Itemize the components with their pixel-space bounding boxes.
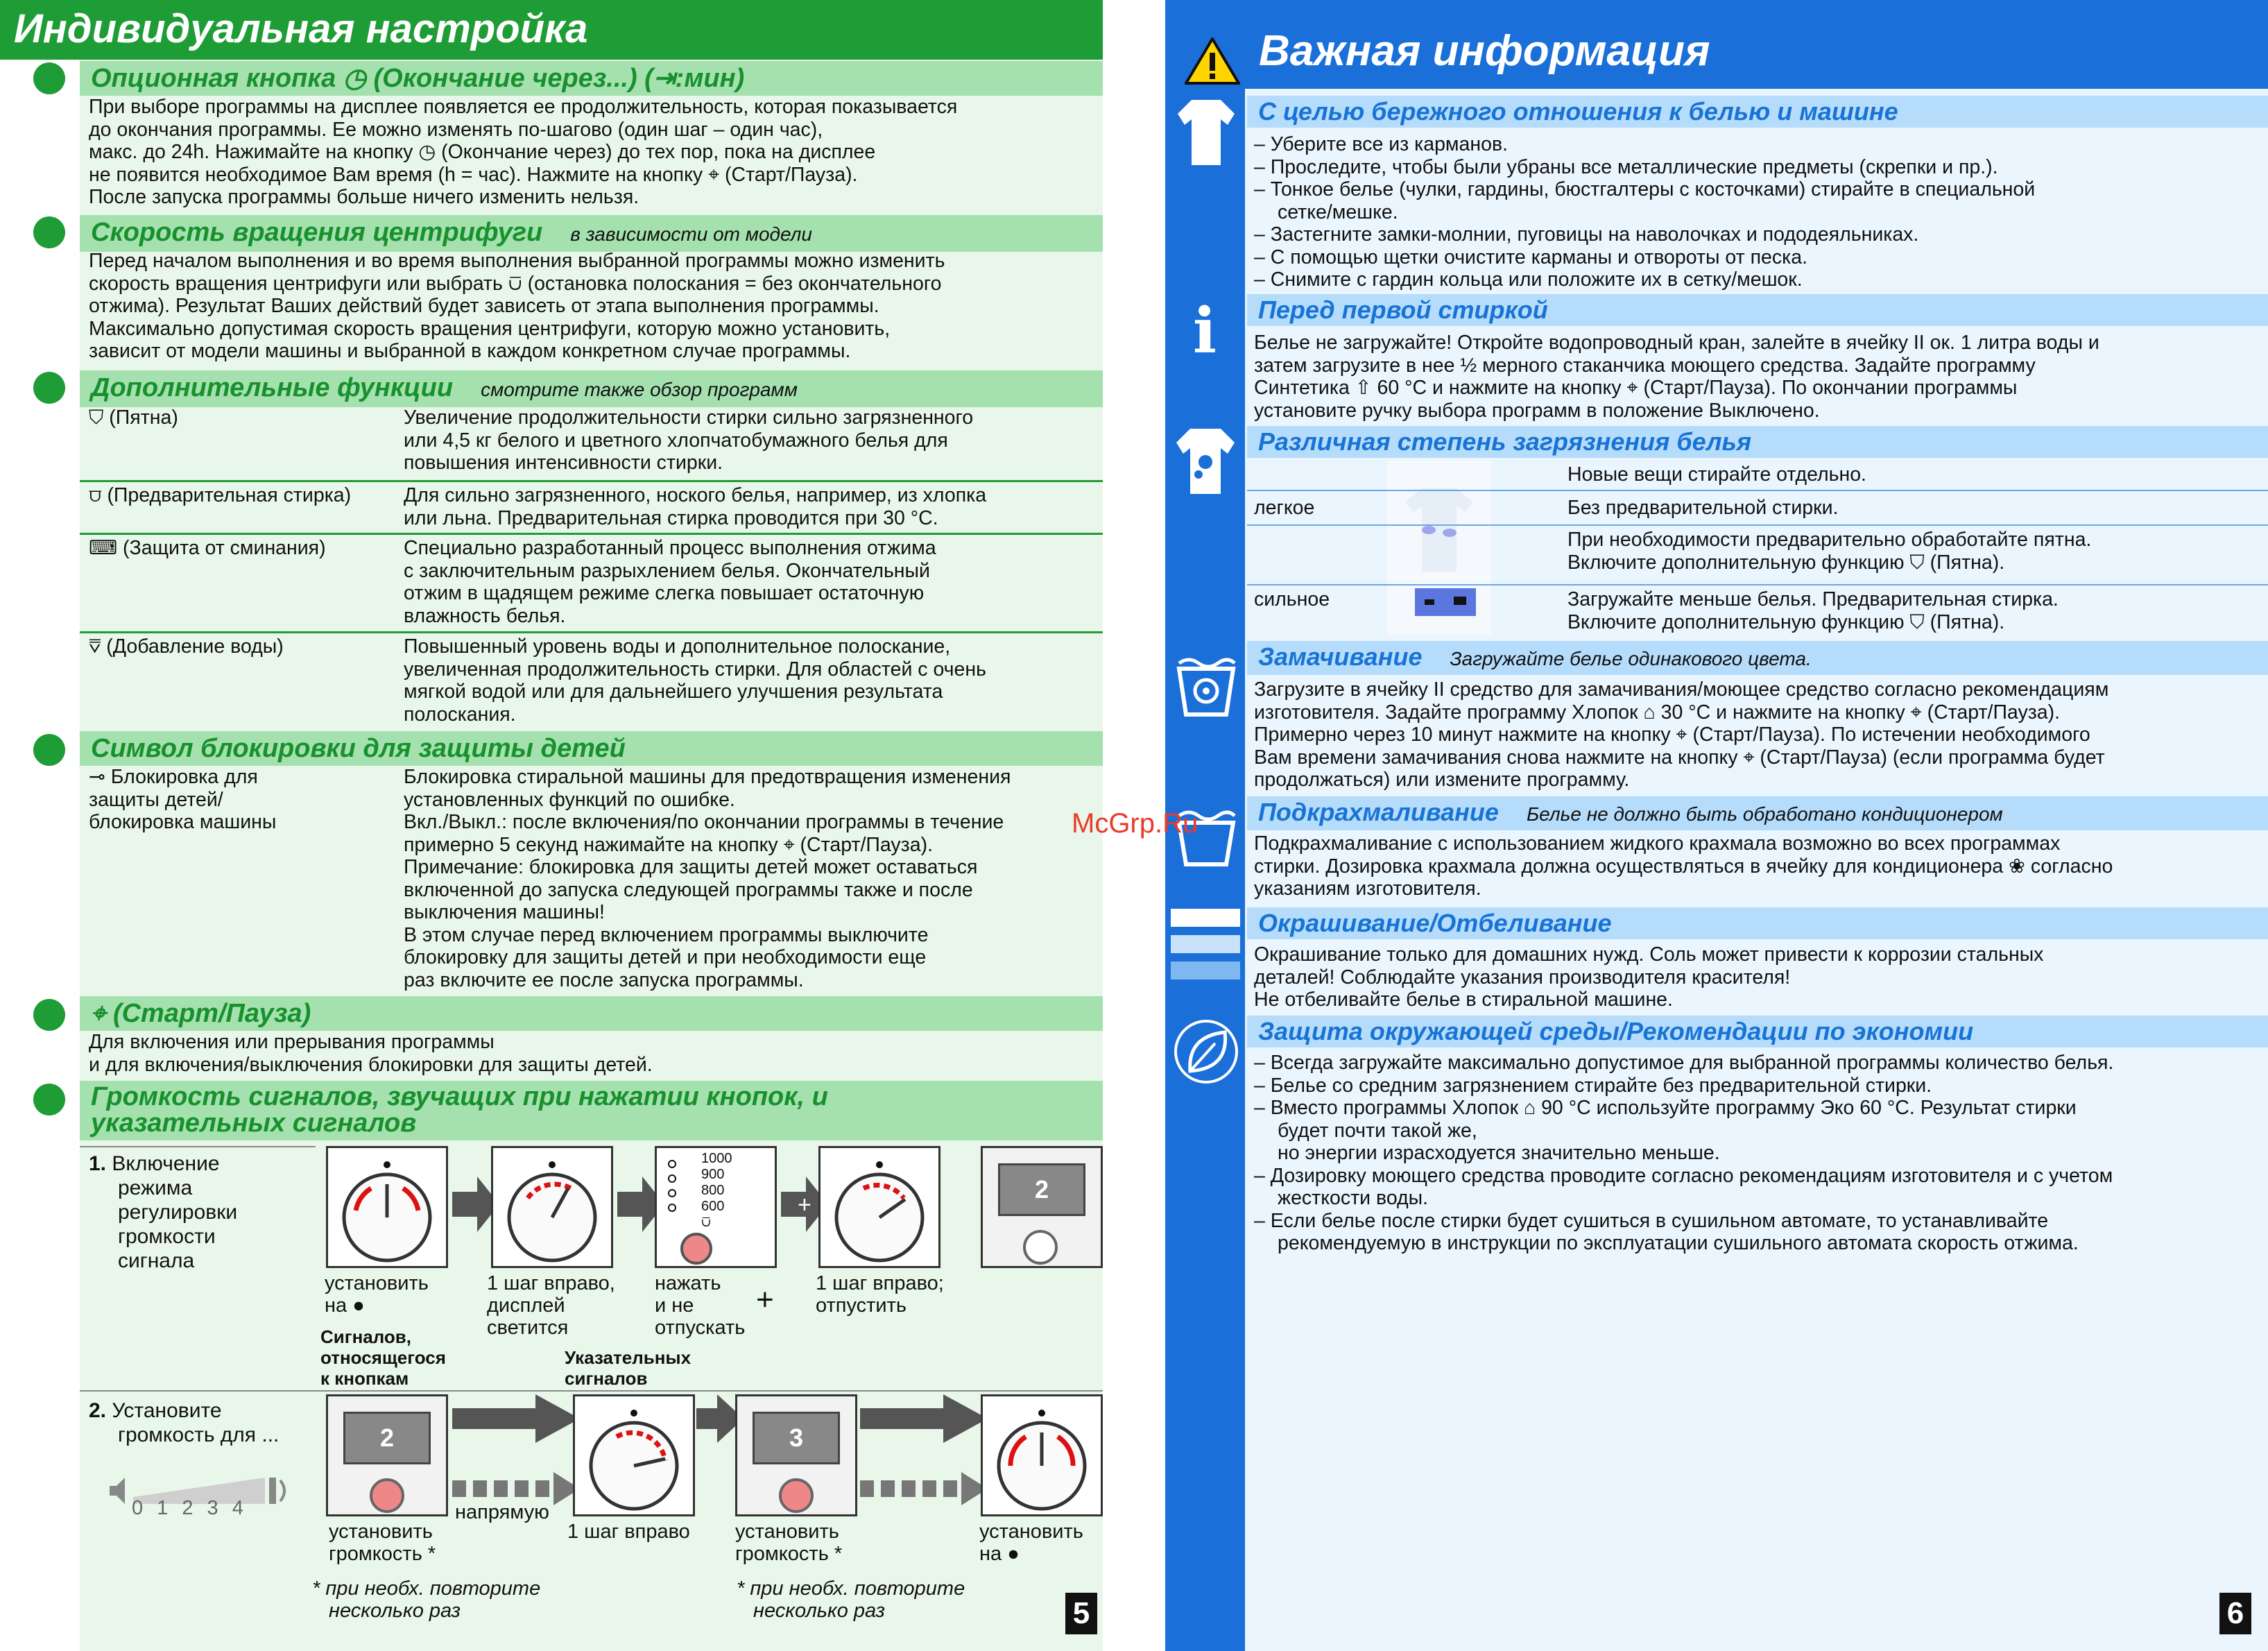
arrow-icon bbox=[452, 1394, 581, 1443]
section-title: Перед первой стиркой bbox=[1247, 294, 2268, 326]
divider bbox=[80, 480, 1103, 482]
page-number: 5 bbox=[1065, 1593, 1097, 1634]
page-title: Индивидуальная настройка bbox=[0, 0, 1103, 60]
section-title: С целью бережного отношения к белью и машине bbox=[1247, 96, 2268, 128]
warning-icon bbox=[1185, 37, 1240, 86]
section-title: Подкрахмаливание Белье не должно быть обработано кондиционером bbox=[1247, 796, 2268, 830]
soil-text: При необходимости предварительно обработайте пятна. Включите дополнительную функцию ⛉ (Пятна). bbox=[1567, 529, 2092, 574]
speed-panel bbox=[655, 1146, 777, 1268]
bullet bbox=[33, 216, 65, 248]
function-desc: Увеличение продолжительности стирки сильно загрязненного или 4,5 кг белого и цветного хлопчатобумажного белья для повышения интенсивности стирки. bbox=[404, 407, 974, 474]
program-button[interactable] bbox=[370, 1478, 404, 1513]
section-title: Опционная кнопка ◷ (Окончание через...) (⇥:мин) bbox=[80, 61, 1103, 96]
left-page bbox=[0, 0, 1103, 1651]
soil-level: сильное bbox=[1254, 588, 1330, 610]
knob-icon bbox=[983, 1396, 1101, 1514]
footnote: * при необх. повторите несколько раз bbox=[312, 1577, 541, 1622]
section-text: Блокировка стиральной машины для предотвращения изменения установленных функций по ошибке. Вкл./Выкл.: после включения/по окончании программы в течение примерно 5 секунд нажимайте на кнопку ⌖ (Старт/Пауза). Примечание: блокировка для защиты детей может оставаться включенной до запуска следующей программы также и после выключения машины! В этом случае перед включением программы выключите блокировку для защиты детей и при необходимости еще раз включите ее после запуска программы. bbox=[404, 766, 1011, 991]
section-text: – Уберите все из карманов. – Проследите, чтобы были убраны все металлические предметы (скрепки и пр.). – Тонкое белье (чулки, гардины, бюстгалтеры с косточками) стирайте в специальной сетке/мешке. – Застегните замки-молнии, пуговицы на наволочках и пододеяльниках. – С помощью щетки очистите карманы и отвороты от песка. – Снимите с гардин кольца или положите их в сетку/мешок. bbox=[1254, 133, 2036, 291]
step-caption: напрямую bbox=[455, 1501, 549, 1523]
section-text: При выборе программы на дисплее появляется ее продолжительность, которая показывается до окончания программы. Ее можно изменять по-шагово (один шаг – один час), макс. до 24h. Нажимайте на кнопку ◷ (Окончание через) до тех пор, пока на дисплее не появится необходимое Вам время (h = час). Нажмите на кнопку ⌖ (Старт/Пауза). После запуска программы больше ничего изменить нельзя. bbox=[89, 96, 958, 208]
display-readout: 2 bbox=[998, 1163, 1085, 1216]
leaf-icon bbox=[1174, 1016, 1239, 1088]
section-title: Скорость вращения центрифуги в зависимости от модели bbox=[80, 215, 1103, 252]
knob-icon bbox=[493, 1148, 611, 1266]
watermark: McGrp.Ru bbox=[1072, 808, 1199, 839]
display-panel-1 bbox=[981, 1146, 1103, 1268]
display-readout: 3 bbox=[753, 1412, 840, 1464]
divider bbox=[1247, 584, 2268, 585]
plus-sign: + bbox=[756, 1283, 774, 1317]
section-text: Перед началом выполнения и во время выполнения выбранной программы можно изменить скорость вращения центрифуги или выбрать ⩂ (остановка полоскания = без окончательного отжима). Результат Ваших действий будет зависеть от этапа выполнения программы. Максимально допустимая скорость вращения центрифуги, которую можно установить, зависит от модели машины и выбранной в каждом конкретном случае программы. bbox=[89, 250, 945, 362]
function-desc: Специально разработанный процесс выполнения отжима с заключительным разрыхлением белья. Окончательный отжим в щадящем режиме слегка повышает остаточную влажность белья. bbox=[404, 537, 936, 627]
step-caption: 1 шаг вправо, дисплей светится bbox=[487, 1272, 615, 1339]
stain-scale-icon bbox=[1387, 461, 1491, 634]
step-caption: 1 шаг вправо; отпустить bbox=[816, 1272, 944, 1317]
divider bbox=[80, 1146, 316, 1147]
function-desc: Повышенный уровень воды и дополнительное полоскание, увеличенная продолжительность стирки. Для областей с очень мягкой водой или для дальнейшего улучшения результата полоскания. bbox=[404, 635, 986, 726]
bullet bbox=[33, 999, 65, 1031]
divider bbox=[1247, 524, 2268, 526]
page-title: Важная информация bbox=[1259, 27, 1710, 75]
stained-shirt-icon bbox=[1175, 425, 1237, 497]
soil-text: Новые вещи стирайте отдельно. bbox=[1567, 463, 1866, 486]
section-title: Дополнительные функции смотрите также обзор программ bbox=[80, 370, 1103, 407]
volume-scale: 0 1 2 3 4 bbox=[132, 1497, 248, 1519]
section-title: ⌖ (Старт/Пауза) bbox=[80, 996, 1103, 1031]
section-title: Замачивание Загружайте белье одинакового цвета. bbox=[1247, 641, 2268, 675]
display-panel-3 bbox=[735, 1394, 857, 1516]
knob-icon bbox=[575, 1396, 693, 1514]
function-name: ⩌ (Предварительная стирка) bbox=[89, 484, 352, 506]
section-title: Символ блокировки для защиты детей bbox=[80, 731, 1103, 766]
step-caption: установить на ● bbox=[979, 1521, 1083, 1565]
section-text: – Всегда загружайте максимально допустимое для выбранной программы количество белья. – Белье со средним загрязнением стирайте без предварительной стирки. – Вместо программы Хлопок ⌂ 90 °С используйте программу Эко 60 °С. Результат стирки будет почти такой же, но энергии израсходуется значительно меньше. – Дозировку моющего средства проводите согласно рекомендациям изготовителя и с учетом жесткости воды. – Если белье после стирки будет сушиться в сушильном автомате, то устанавливайте рекомендуемую в инструкции по эксплуатации сушильного автомата скорость отжима. bbox=[1254, 1052, 2114, 1254]
group-label: Сигналов, относящегося к кнопкам bbox=[320, 1326, 446, 1389]
display-readout: 2 bbox=[343, 1412, 431, 1464]
dial-panel-3 bbox=[818, 1146, 940, 1268]
function-name: ⩢ (Добавление воды) bbox=[89, 635, 284, 658]
divider bbox=[80, 1390, 1103, 1392]
bullet bbox=[33, 1084, 65, 1115]
bullet bbox=[33, 734, 65, 766]
page-number: 6 bbox=[2219, 1593, 2251, 1634]
divider bbox=[1247, 490, 2268, 491]
dye-icon bbox=[1171, 909, 1240, 981]
dial-panel-1 bbox=[326, 1146, 448, 1268]
knob-icon bbox=[821, 1148, 938, 1266]
step-caption: установить на ● bbox=[325, 1272, 429, 1317]
function-desc: Для сильно загрязненного, ноского белья, например, из хлопка или льна. Предварительная стирка проводится при 30 °С. bbox=[404, 484, 987, 529]
section-text: Загрузите в ячейку II средство для замачивания/моющее средство согласно рекомендациям изготовителя. Задайте программу Хлопок ⌂ 30 °С и нажмите на кнопку ⌖ (Старт/Пауза). Примерно через 10 минут нажмите на кнопку ⌖ (Старт/Пауза). По истечении необходимого Вам времени замачивания снова нажмите на кнопку ⌖ (Старт/Пауза) (если программа будет продолжаться) или измените программу. bbox=[1254, 678, 2109, 791]
display-panel-2 bbox=[326, 1394, 448, 1516]
section-text: Белье не загружайте! Откройте водопроводный кран, залейте в ячейку II ок. 1 литра воды и затем загрузите в нее ½ мерного стаканчика моющего средства. Задайте программу Синтетика ⇧ 60 °С и нажмите на кнопку ⌖ (Старт/Пауза). По окончании программы установите ручку выбора программ в положение Выключено. bbox=[1254, 332, 2099, 422]
step-caption: установить громкость * bbox=[735, 1521, 843, 1565]
dial-panel-4 bbox=[573, 1394, 695, 1516]
soil-text: Без предварительной стирки. bbox=[1567, 497, 1839, 519]
section-text: Окрашивание только для домашних нужд. Соль может привести к коррозии стальных деталей! Соблюдайте указания производителя красителя! Не отбеливайте белье в стиральной машине. bbox=[1254, 943, 2044, 1011]
step-caption: 1 шаг вправо bbox=[567, 1521, 690, 1543]
function-name: ⌨ (Защита от сминания) bbox=[89, 537, 326, 559]
dial-panel-2 bbox=[491, 1146, 613, 1268]
function-name: ⛉ (Пятна) bbox=[89, 407, 178, 429]
program-button[interactable] bbox=[1023, 1230, 1058, 1265]
soil-text: Загружайте меньше белья. Предварительная стирка. Включите дополнительную функцию ⛉ (Пятна). bbox=[1567, 588, 2059, 633]
svg-text:+: + bbox=[798, 1192, 811, 1218]
program-button[interactable] bbox=[779, 1478, 814, 1513]
divider bbox=[80, 631, 1103, 633]
step-caption: установить громкость * bbox=[329, 1521, 436, 1565]
soil-level: легкое bbox=[1254, 497, 1315, 519]
right-page bbox=[1165, 0, 2268, 1651]
group-label: Указательных сигналов bbox=[565, 1347, 691, 1389]
shirt-icon bbox=[1176, 96, 1236, 168]
dashed-arrow-icon bbox=[860, 1472, 989, 1507]
step1-text: 1. Включение режима регулировки громкости сигнала bbox=[89, 1152, 238, 1272]
speed-list: 1000 900 800 600 ⩂ bbox=[701, 1151, 732, 1230]
info-icon: i bbox=[1169, 294, 1241, 366]
step-caption: нажать и не отпускать bbox=[655, 1272, 746, 1339]
section-title: Различная степень загрязнения белья bbox=[1247, 426, 2268, 458]
speed-button[interactable] bbox=[680, 1233, 712, 1265]
arrow-icon bbox=[860, 1394, 989, 1443]
section-title: Защита окружающей среды/Рекомендации по экономии bbox=[1247, 1016, 2268, 1047]
section-title: Окрашивание/Отбеливание bbox=[1247, 907, 2268, 939]
soak-icon bbox=[1175, 648, 1237, 720]
footnote: * при необх. повторите несколько раз bbox=[737, 1577, 965, 1622]
divider bbox=[80, 533, 1103, 535]
section-text: Подкрахмаливание с использованием жидкого крахмала возможно во всех программах стирки. Дозировка крахмала должна осуществляться в ячейку для кондиционера ❀ согласно указаниям изготовителя. bbox=[1254, 832, 2113, 900]
dial-panel-5 bbox=[981, 1394, 1103, 1516]
lock-label: ⊸ Блокировка для защиты детей/ блокировка машины bbox=[89, 766, 277, 833]
bullet bbox=[33, 62, 65, 94]
section-title: Громкость сигналов, звучащих при нажатии кнопок, и указательных сигналов bbox=[80, 1081, 1103, 1140]
knob-icon bbox=[328, 1148, 446, 1266]
step2-text: 2. Установите громкость для ... bbox=[89, 1399, 280, 1446]
section-text: Для включения или прерывания программы и для включения/выключения блокировки для защиты детей. bbox=[89, 1031, 653, 1076]
bullet bbox=[33, 372, 65, 404]
